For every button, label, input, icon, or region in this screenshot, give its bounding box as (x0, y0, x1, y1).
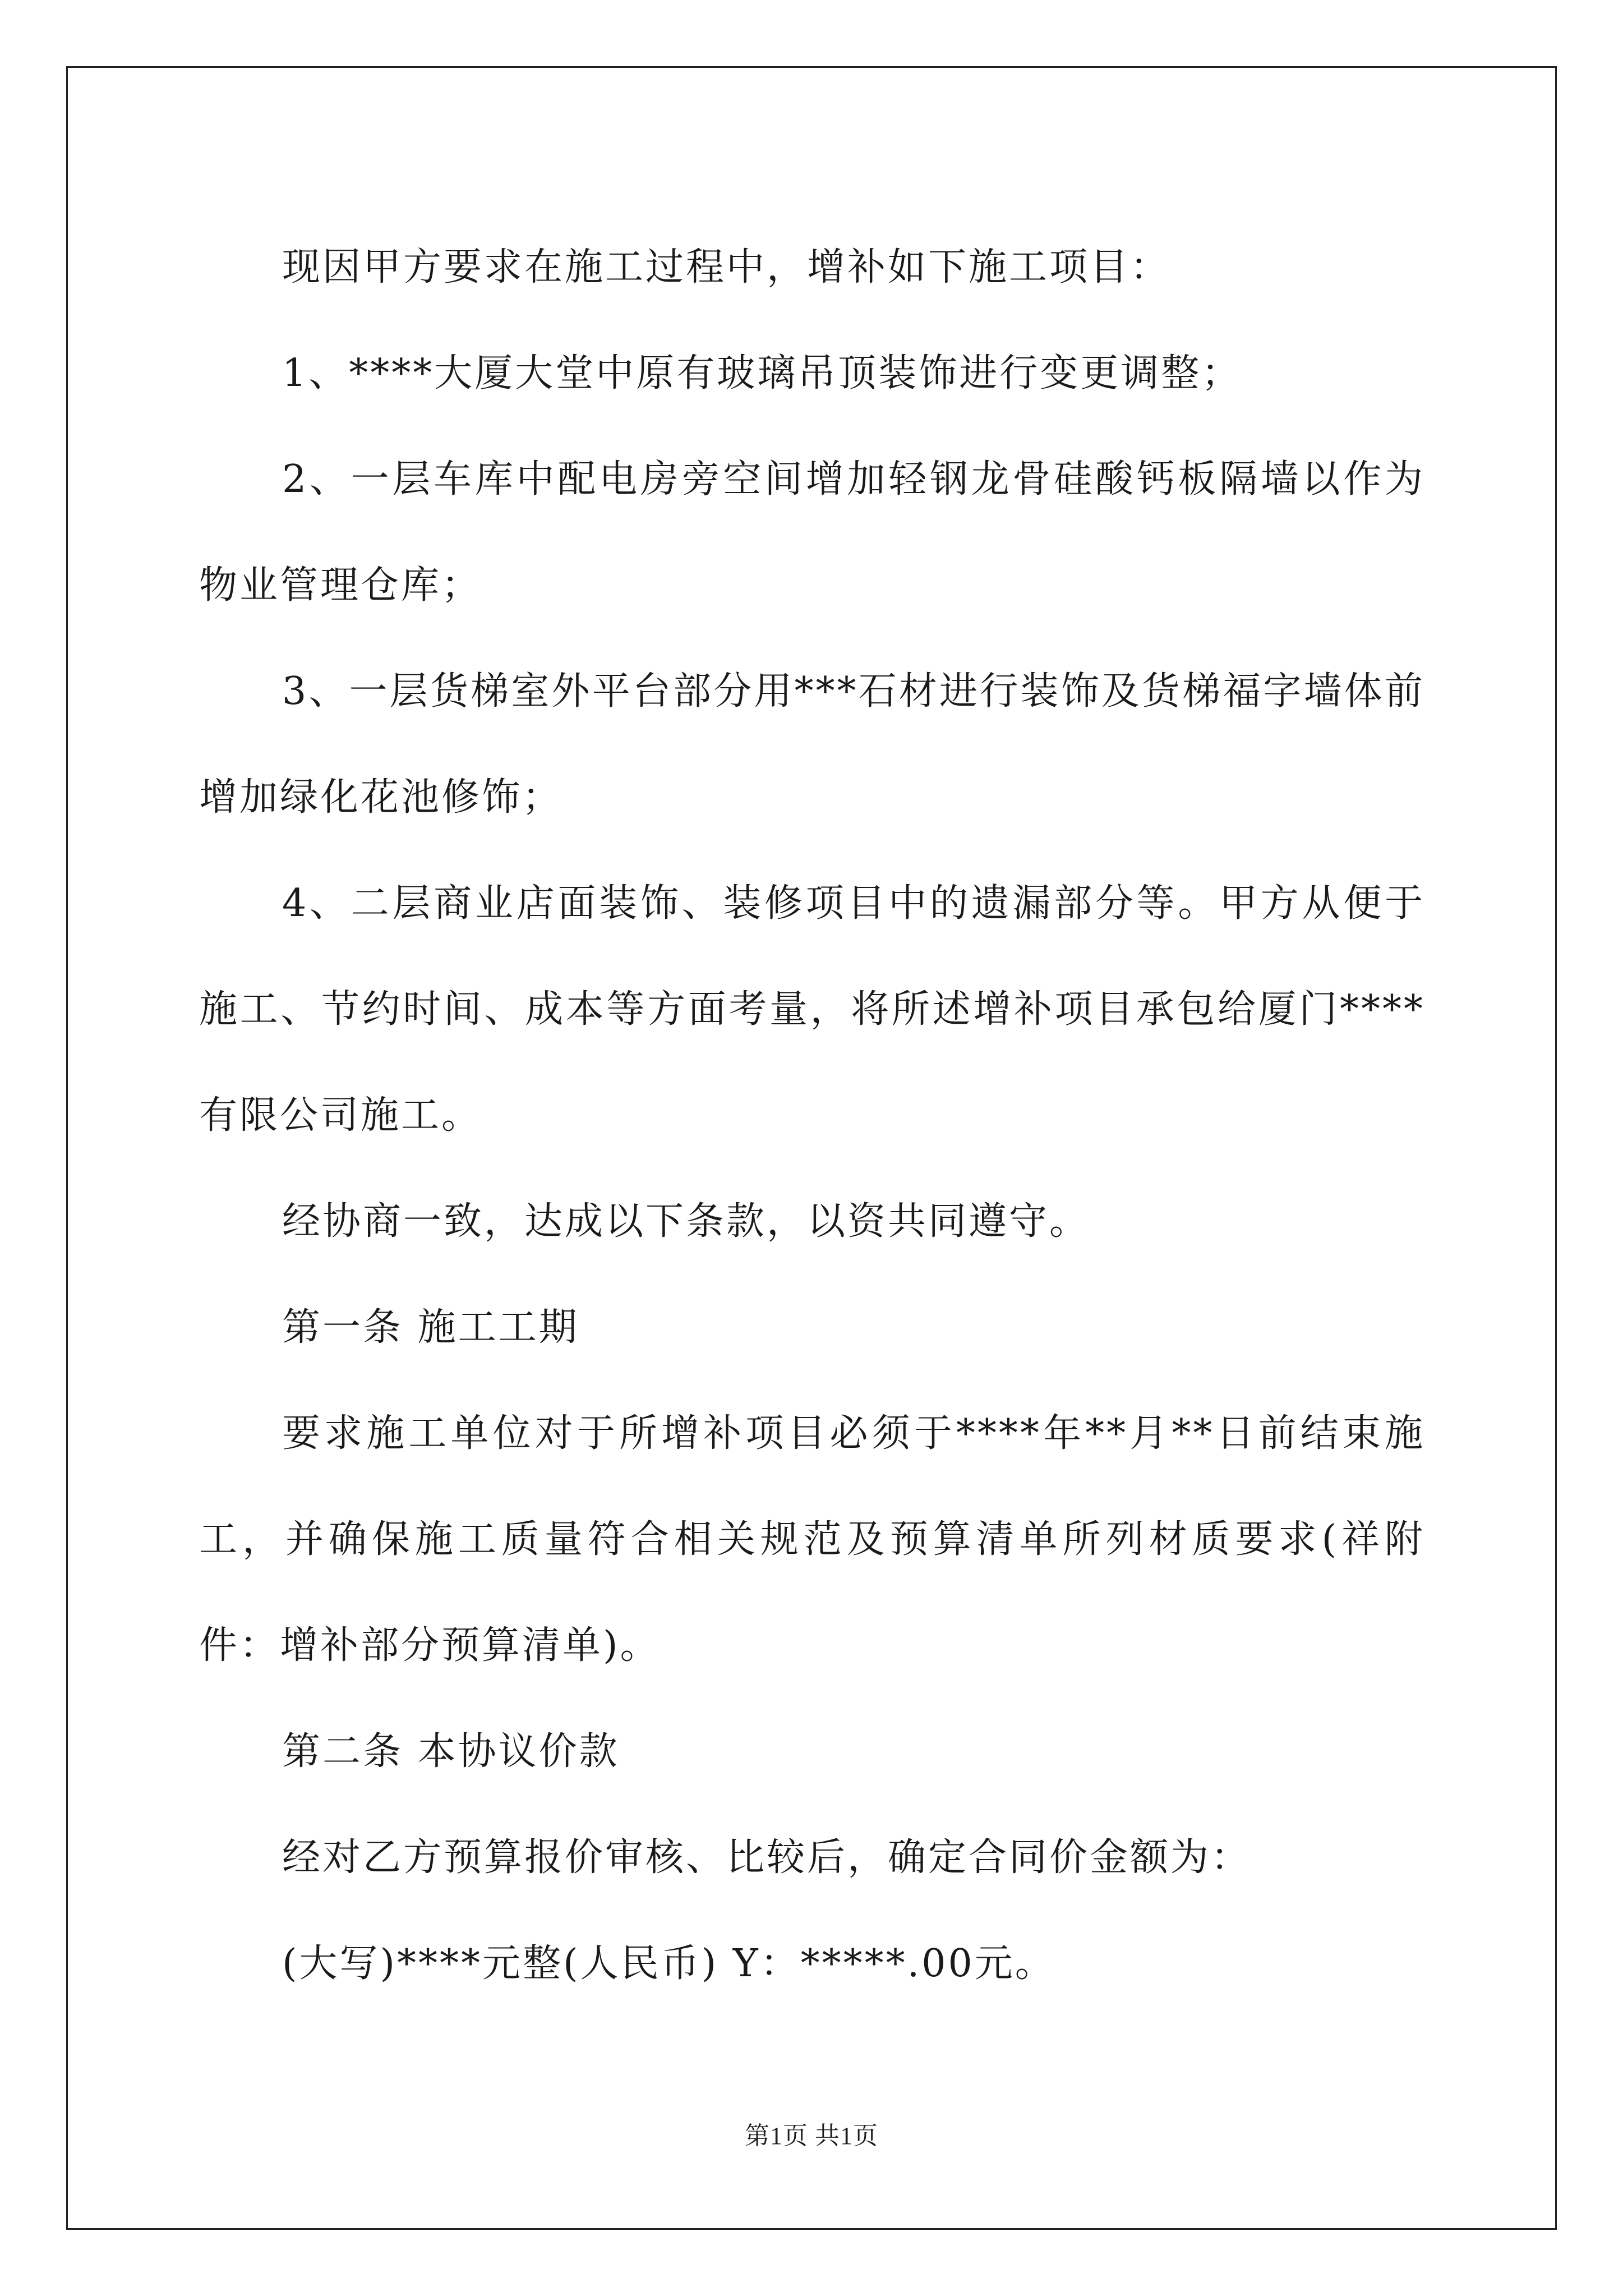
paragraph-intro: 现因甲方要求在施工过程中，增补如下施工项目： (282, 245, 1171, 289)
article-1-body: 要求施工单位对于所增补项目必须于****年**月**日前结束施工，并确保施工质量符合相关规范及预算清单所列材质要求(祥附件：增补部分预算清单)。 (199, 1411, 1425, 1668)
paragraph-item-3: 3、一层货梯室外平台部分用***石材进行装饰及货梯福字墙体前增加绿化花池修饰； (199, 669, 1425, 820)
paragraph-item-1: 1、****大厦大堂中原有玻璃吊顶装饰进行变更调整； (282, 351, 1242, 395)
article-2-heading: 第二条 本协议价款 (282, 1729, 620, 1774)
contract-amount: (大写)****元整(人民币) Y：*****.00元。 (282, 1941, 1055, 1986)
article-2-body: 经对乙方预算报价审核、比较后，确定合同价金额为： (282, 1835, 1252, 1880)
article-1-heading: 第一条 施工工期 (282, 1305, 579, 1350)
page-number-footer: 第1页 共1页 (745, 2122, 878, 2150)
paragraph-item-4: 4、二层商业店面装饰、装修项目中的遗漏部分等。甲方从便于施工、节约时间、成本等方面考量，将所述增补项目承包给厦门****有限公司施工。 (199, 881, 1425, 1138)
paragraph-item-2: 2、一层车库中配电房旁空间增加轻钢龙骨硅酸钙板隔墙以作为物业管理仓库； (199, 457, 1425, 608)
document-body (199, 214, 1425, 2017)
paragraph-agreement: 经协商一致，达成以下条款，以资共同遵守。 (282, 1199, 1090, 1244)
